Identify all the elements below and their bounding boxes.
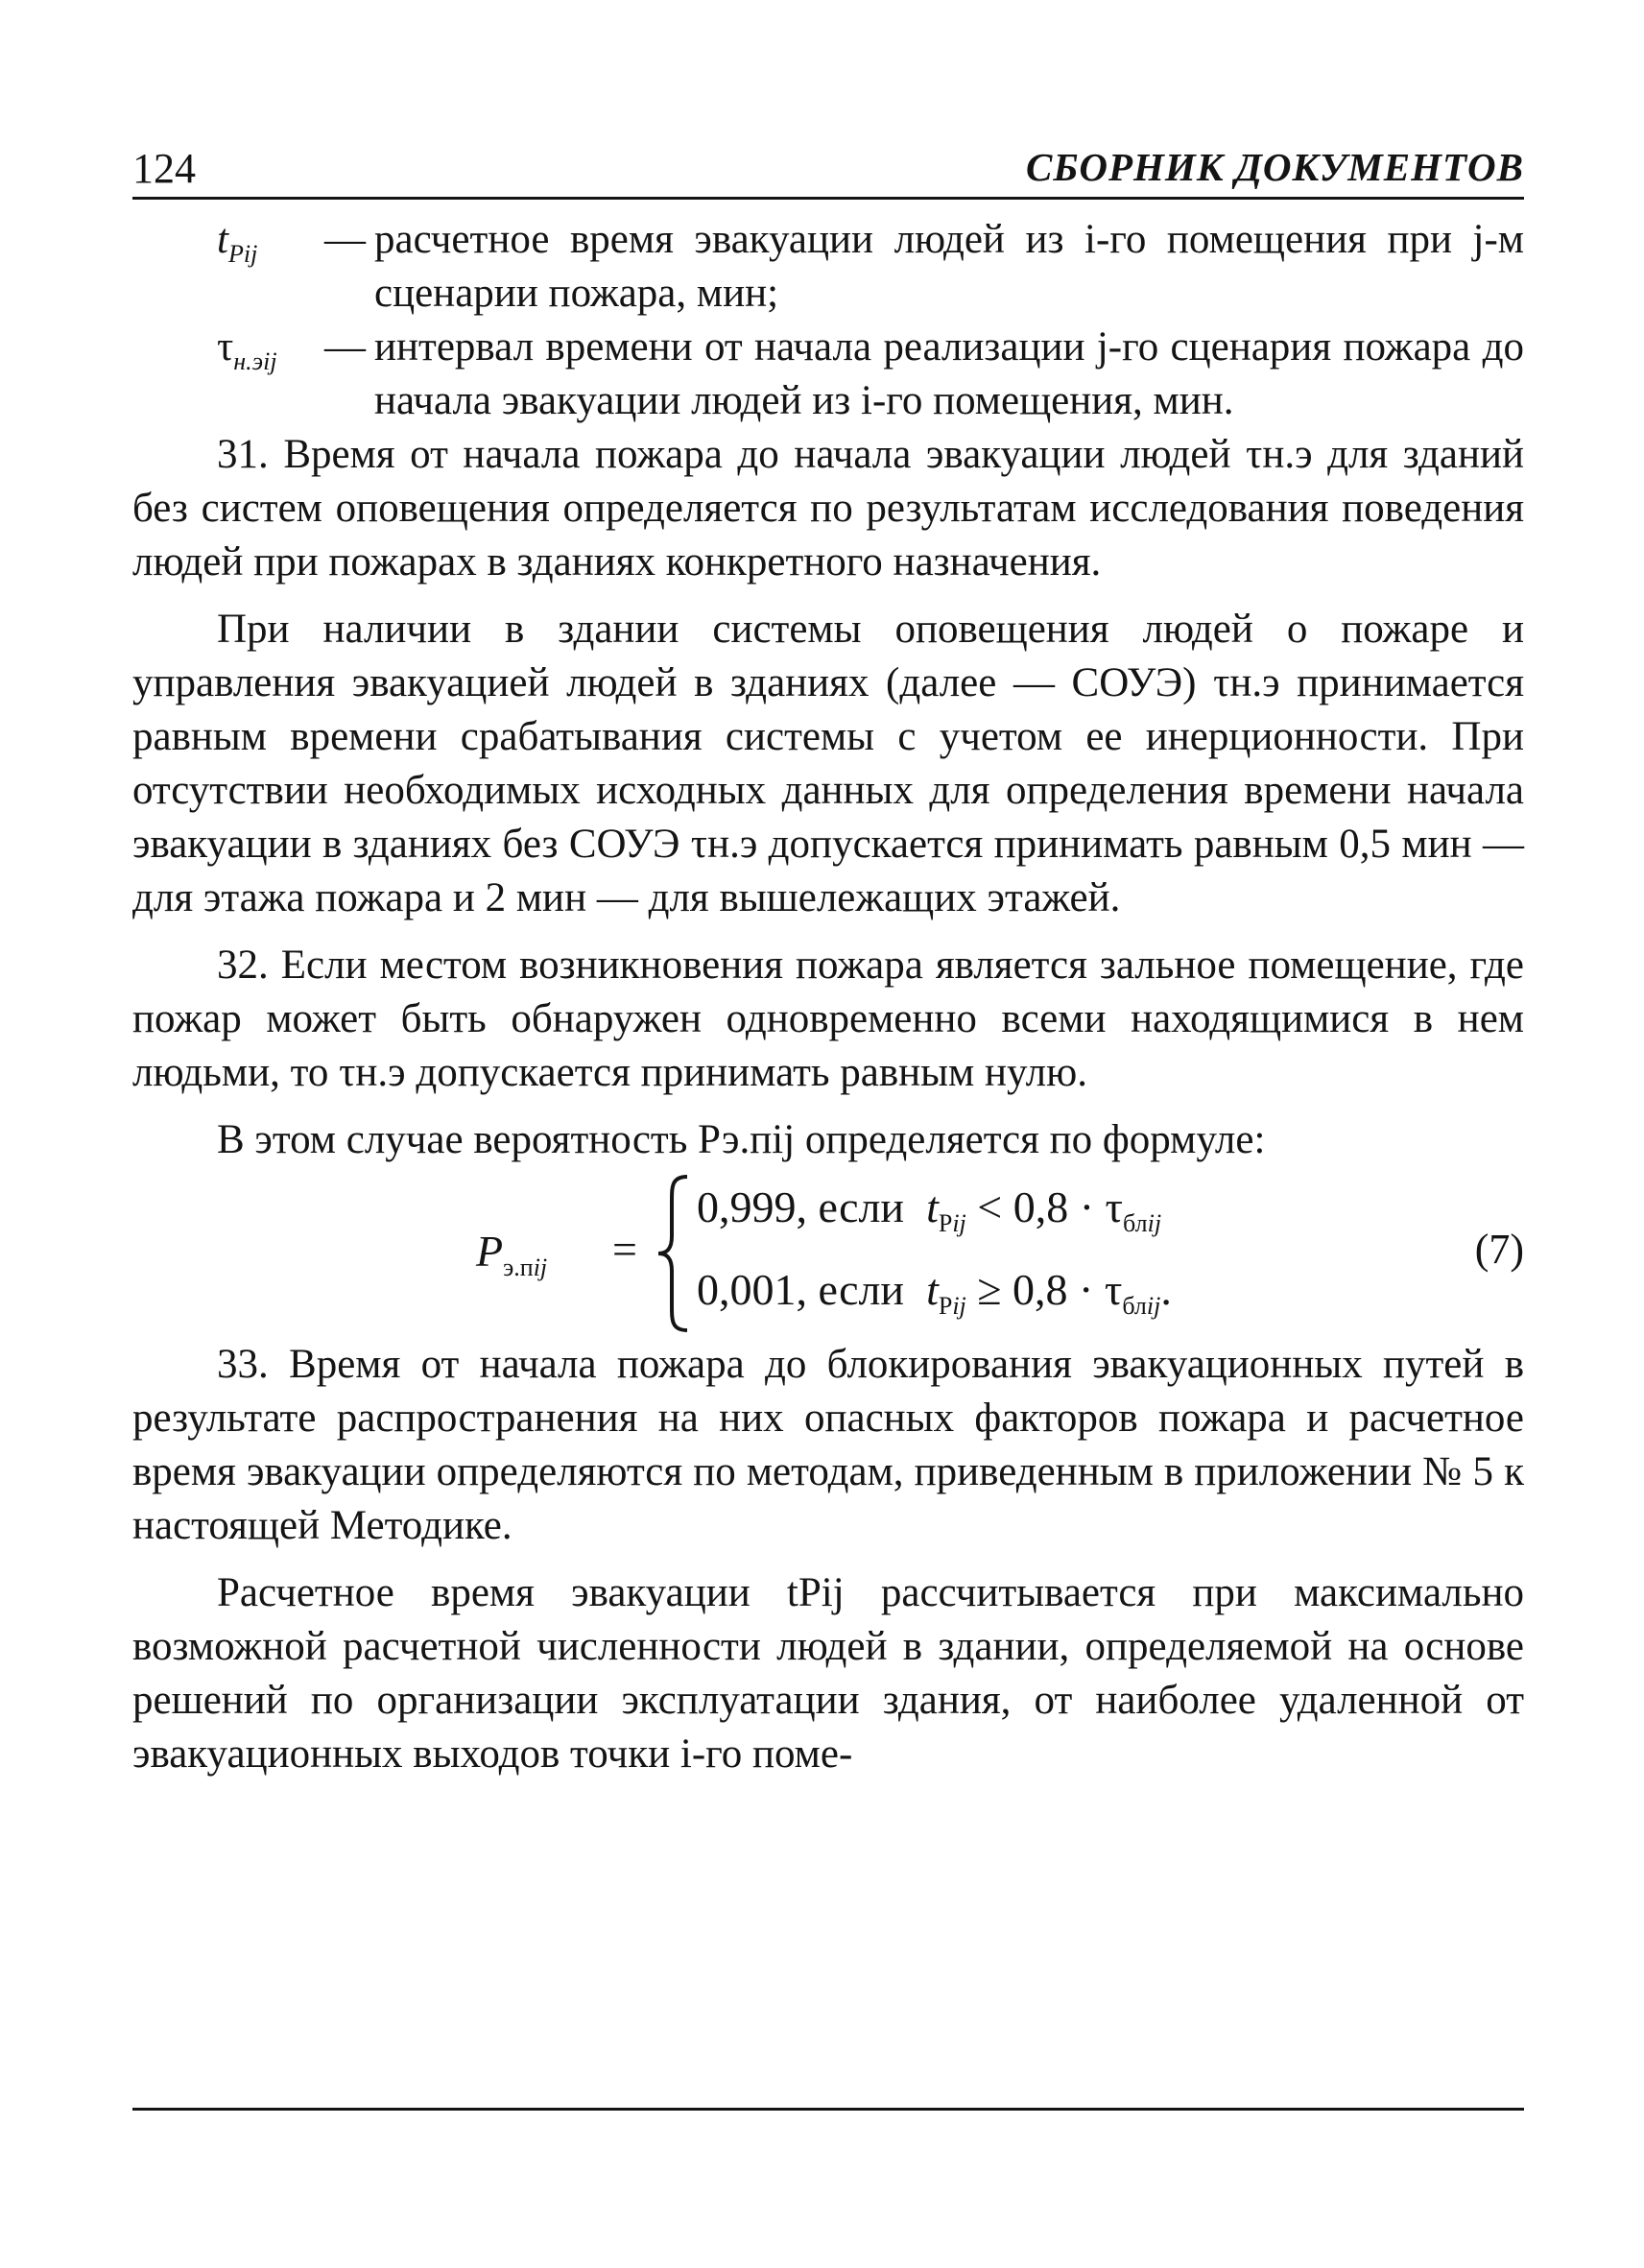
definition-symbol: $\tau_{н.эij}$ [217,324,277,375]
paragraph-33-evac-time: Расчетное время эвакуации tРij рассчитывается при максимально возможной расчетной численности людей в здании, определяемой на основе решений по организации эксплуатации здания, от наиболее удаленной от эвакуационных выходов точки i-го поме- [132,1570,1524,1777]
page-body [132,213,1524,1781]
definition-dash: — [324,217,366,262]
paragraph-31-soue: При наличии в здании системы оповещения людей о пожаре и управления эвакуацией людей в зданиях (далее — СОУЭ) τн.э принимается равным времени срабатывания системы с учетом ее инерционности. При отсутствии необходимых исходных данных для определения времени начала эвакуации в зданиях без СОУЭ τн.э допускается принимать равным 0,5 мин — для этажа пожара и 2 мин — для вышележащих этажей. [132,607,1524,920]
paragraph-31: 31. Время от начала пожара до начала эвакуации людей τн.э для зданий без систем оповещения определяется по результатам исследования поведения людей при пожарах в зданиях конкретного назначения. [132,432,1524,585]
formula-case-2: 0,001, если $t_{Рij} \ge 0,8 \cdot \tau_{блij}$. [697,1265,1172,1320]
formula-lhs: $P_{э.пij}$ [476,1227,548,1281]
definition-text: расчетное время эвакуации людей из i-го помещения при j-м сценарии пожара, мин; [374,217,1524,316]
header-rule [132,197,1524,200]
formula-7 [132,1167,1524,1338]
definition-item [132,321,1524,428]
paragraph-32-formula-intro: В этом случае вероятность Рэ.пij определяется по формуле: [217,1117,1266,1162]
running-title: СБОРНИК ДОКУМЕНТОВ [1026,145,1524,189]
formula-case-1: 0,999, если $t_{Рij} < 0,8 \cdot \tau_{блij}$ [697,1182,1162,1237]
curly-brace-icon [655,1173,693,1334]
definition-item [132,213,1524,321]
definitions-list [132,213,1524,428]
page-number: 124 [132,145,196,192]
formula-number: (7) [1474,1226,1524,1273]
formula-equals: = [612,1225,637,1274]
paragraph-32: 32. Если местом возникновения пожара является зальное помещение, где пожар может быть обнаружен одновременно всеми находящимися в нем людьми, то τн.э допускается принимать равным нулю. [132,943,1524,1095]
page-header [132,142,1524,198]
definition-text: интервал времени от начала реализации j-го сценария пожара до начала эвакуации людей из i-го помещения, мин. [374,324,1524,423]
definition-dash: — [324,324,366,370]
footnote-rule [132,2108,1524,2111]
paragraph-33: 33. Время от начала пожара до блокирования эвакуационных путей в результате распространения на них опасных факторов пожара и расчетное время эвакуации определяются по методам, приведенным в приложении № 5 к настоящей Методике. [132,1342,1524,1548]
definition-symbol: $t_{Рij}$ [217,217,258,268]
